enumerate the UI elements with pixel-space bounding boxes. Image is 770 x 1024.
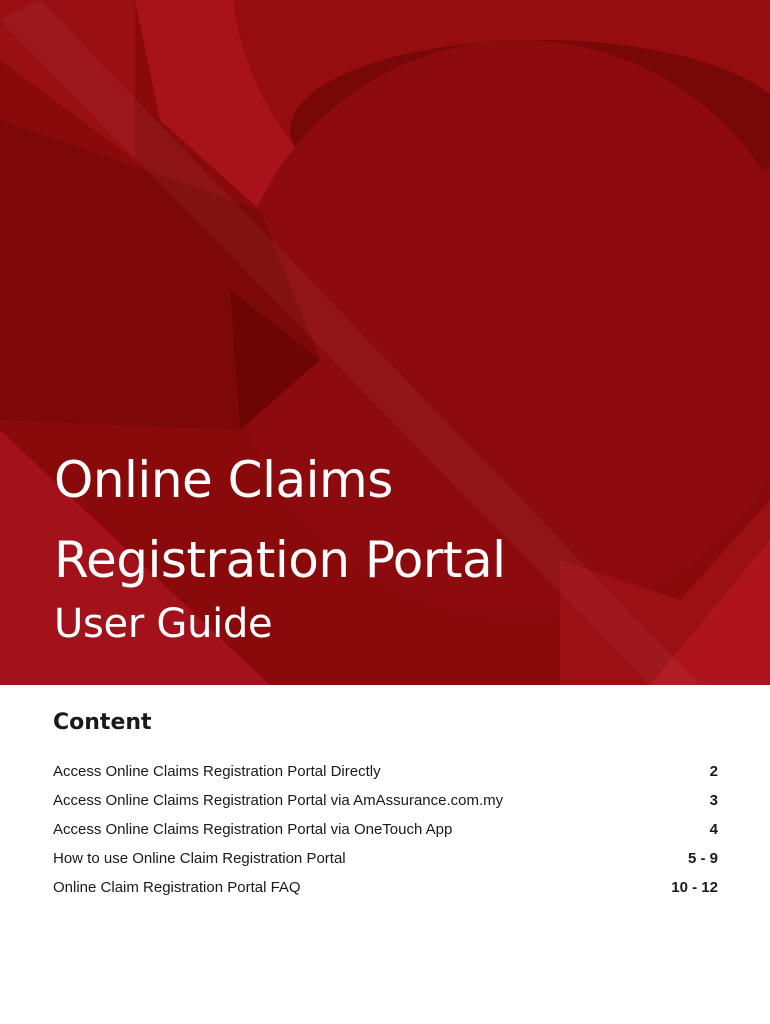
table-of-contents (0, 685, 770, 1024)
contents-heading: Content (53, 710, 152, 735)
toc-page-number: 10 - 12 (671, 879, 718, 896)
document-subtitle: User Guide (54, 601, 273, 647)
toc-page-number: 3 (709, 792, 718, 809)
list-item (53, 849, 718, 878)
contents-list (53, 762, 718, 907)
toc-label: How to use Online Claim Registration Portal (53, 850, 346, 867)
toc-label: Access Online Claims Registration Portal via AmAssurance.com.my (53, 792, 504, 809)
toc-page-number: 4 (709, 821, 718, 838)
title-line-2: Registration Portal (54, 531, 506, 589)
list-item (53, 762, 718, 791)
toc-label: Online Claim Registration Portal FAQ (53, 879, 301, 896)
title-line-1: Online Claims (54, 451, 393, 509)
list-item (53, 791, 718, 820)
list-item (53, 820, 718, 849)
toc-page-number: 5 - 9 (687, 850, 718, 867)
toc-label: Access Online Claims Registration Portal Directly (53, 763, 381, 780)
list-item (53, 878, 718, 907)
document-title (54, 440, 506, 600)
toc-label: Access Online Claims Registration Portal via OneTouch App (53, 821, 453, 838)
toc-page-number: 2 (709, 763, 718, 780)
